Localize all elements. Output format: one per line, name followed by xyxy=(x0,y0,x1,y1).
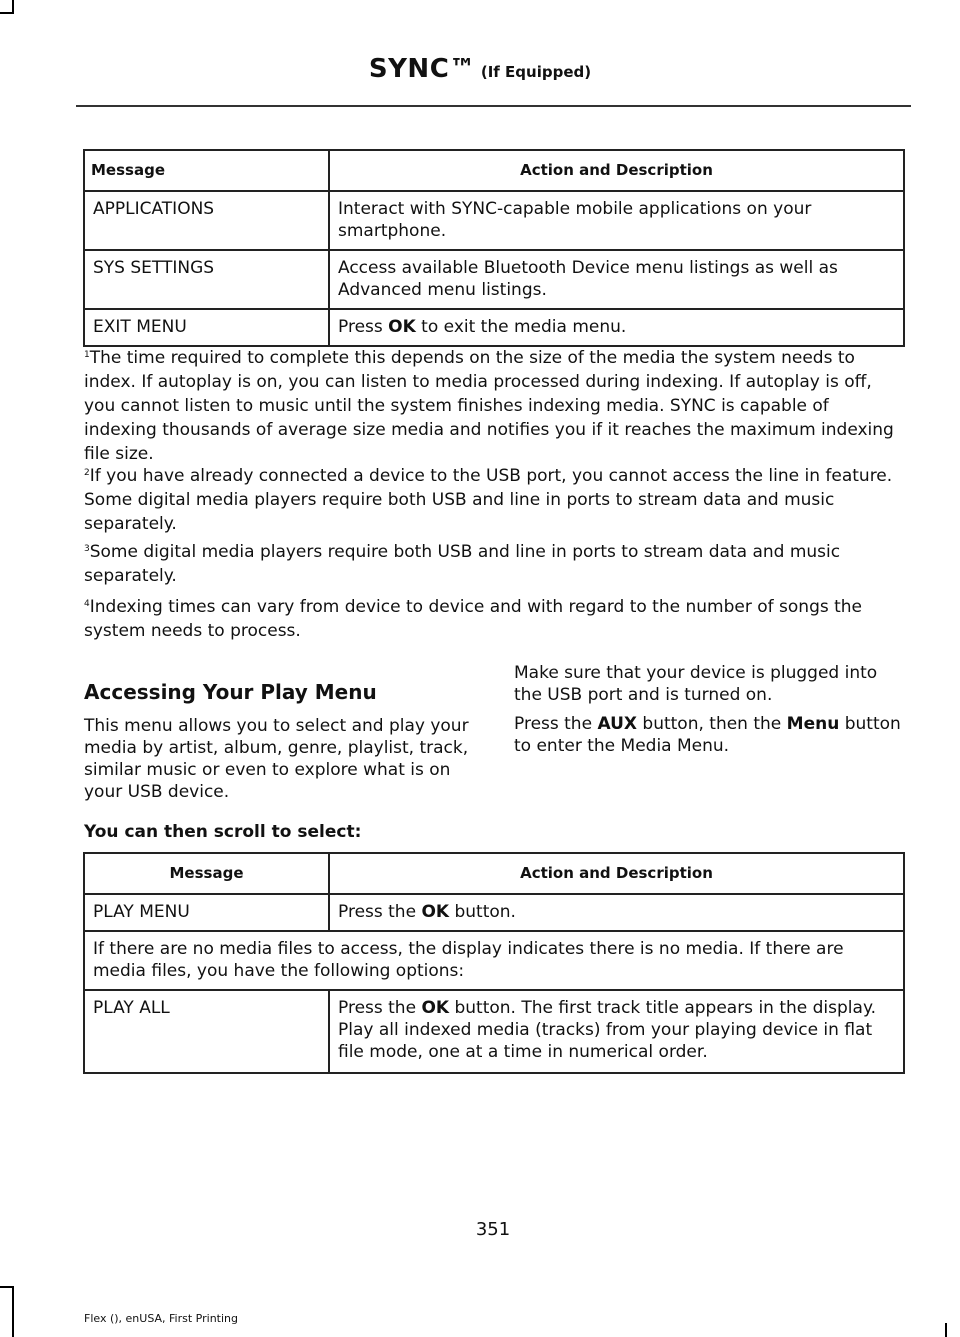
menu-table xyxy=(83,149,905,347)
ok-key: OK xyxy=(421,902,450,922)
footnote-text: Indexing times can vary from device to device and with regard to the number of songs the system needs to process. xyxy=(84,597,863,641)
header-rule xyxy=(76,105,911,107)
message-cell: SYS SETTINGS xyxy=(84,250,329,309)
action-cell: Interact with SYNC-capable mobile applications on your smartphone. xyxy=(329,191,904,250)
text: Press xyxy=(338,317,389,337)
play-menu-table xyxy=(83,852,905,1074)
header-subtitle: (If Equipped) xyxy=(480,63,592,81)
text: button to enter the Media Menu. xyxy=(514,714,901,756)
footnote-text: If you have already connected a device to the USB port, you cannot access the line in feature. Some digital media players require both USB and line in ports to stream data and music separately. xyxy=(84,466,893,534)
col-header: Message xyxy=(84,853,329,894)
table-header-row xyxy=(84,853,904,894)
table-row xyxy=(84,931,904,990)
aux-key: AUX xyxy=(597,714,637,734)
message-cell: EXIT MENU xyxy=(84,309,329,346)
action-cell xyxy=(329,894,904,931)
footer-text: Flex (), enUSA, First Printing xyxy=(84,1312,238,1325)
menu-key: Menu xyxy=(786,714,840,734)
footnote-text: Some digital media players require both USB and line in ports to stream data and music separately. xyxy=(84,542,841,586)
table-row xyxy=(84,191,904,250)
text: Press the xyxy=(338,902,422,922)
crop-mark xyxy=(0,12,14,14)
section-heading: Accessing Your Play Menu xyxy=(84,680,377,704)
message-cell: PLAY MENU xyxy=(84,894,329,931)
footnote xyxy=(84,464,906,536)
footnote-number: 4 xyxy=(84,599,90,609)
crop-mark xyxy=(12,1286,14,1337)
text: button. xyxy=(449,902,516,922)
text: Press the xyxy=(338,998,422,1018)
action-cell: Access available Bluetooth Device menu listings as well as Advanced menu listings. xyxy=(329,250,904,309)
crop-mark xyxy=(0,1286,14,1288)
footnote-text: The time required to complete this depends on the size of the media the system needs to index. If autoplay is on, you can listen to media processed during indexing. If autoplay is off, you cannot listen to music until the system finishes indexing media. SYNC is capable of indexing thousands of average size media and notifies you if it reaches the maximum indexing file size. xyxy=(84,348,894,464)
table-row xyxy=(84,894,904,931)
message-cell: PLAY ALL xyxy=(84,990,329,1073)
left-column xyxy=(84,679,476,803)
crop-mark xyxy=(945,1323,947,1337)
footnote-number: 1 xyxy=(84,350,90,360)
action-cell xyxy=(329,990,904,1073)
right-column xyxy=(514,662,908,757)
footnote-number: 2 xyxy=(84,468,90,478)
subheading: You can then scroll to select: xyxy=(84,822,362,842)
table-header-row xyxy=(84,150,904,191)
section-paragraph: This menu allows you to select and play your media by artist, album, genre, playlist, track, similar music or even to explore what is on your USB device. xyxy=(84,716,469,802)
action-cell xyxy=(329,309,904,346)
action-line xyxy=(338,997,897,1019)
page-header xyxy=(0,54,960,84)
footnote xyxy=(84,346,906,466)
page-number: 351 xyxy=(475,1219,511,1240)
text: Press the xyxy=(514,714,598,734)
action-line: Play all indexed media (tracks) from your playing device in flat file mode, one at a time in numerical order. xyxy=(338,1020,873,1062)
header-title: SYNC™ xyxy=(368,54,476,84)
section-paragraph: Make sure that your device is plugged into the USB port and is turned on. xyxy=(514,663,878,705)
col-header: Message xyxy=(84,150,329,191)
message-cell: APPLICATIONS xyxy=(84,191,329,250)
col-header: Action and Description xyxy=(329,853,904,894)
table-row xyxy=(84,250,904,309)
text: to exit the media menu. xyxy=(415,317,627,337)
text: button, then the xyxy=(637,714,787,734)
text: button. The first track title appears in the display. xyxy=(449,998,876,1018)
col-header: Action and Description xyxy=(329,150,904,191)
span-cell: If there are no media files to access, the display indicates there is no media. If there are media files, you have the following options: xyxy=(84,931,904,990)
footnote-number: 3 xyxy=(84,544,90,554)
footnote xyxy=(84,595,906,643)
footnote xyxy=(84,540,906,588)
ok-key: OK xyxy=(421,998,450,1018)
section-paragraph xyxy=(514,713,908,757)
ok-key: OK xyxy=(388,317,416,337)
table-row xyxy=(84,309,904,346)
table-row xyxy=(84,990,904,1073)
